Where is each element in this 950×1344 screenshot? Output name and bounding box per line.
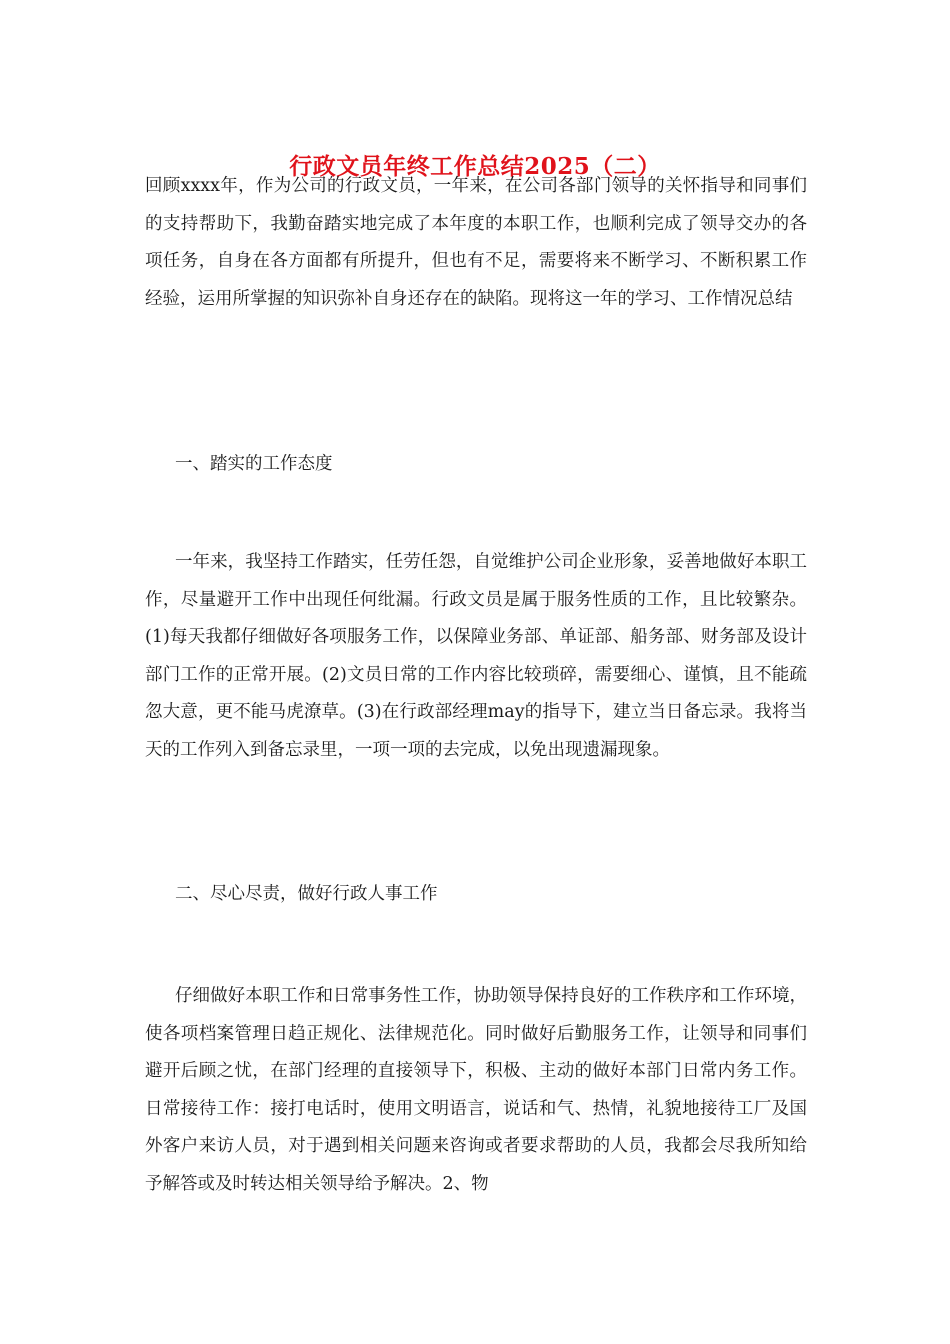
section-2-paragraph: 仔细做好本职工作和日常事务性工作，协助领导保持良好的工作秩序和工作环境，使各项档案管理日趋正规化、法律规范化。同时做好后勤服务工作，让领导和同事们避开后顾之忧，在部门经理的直接领导下，积极、主动的做好本部门日常内务工作。日常接待工作：接打电话时，使用文明语言，说话和气、热情，礼貌地接待工厂及国外客户来访人员，对于遇到相关问题来咨询或者要求帮助的人员，我都会尽我所知给予解答或及时转达相关领导给予解决。2、物 xyxy=(145,986,807,1194)
intro-paragraph: 回顾xxxx年，作为公司的行政文员，一年来，在公司各部门领导的关怀指导和同事们的支持帮助下，我勤奋踏实地完成了本年度的本职工作，也顺利完成了领导交办的各项任务，自身在各方面都有所提升，但也有不足，需要将来不断学习、不断积累工作经验，运用所掌握的知识弥补自身还存在的缺陷。现将这一年的学习、工作情况总结 xyxy=(145,176,807,309)
section-1-paragraph: 一年来，我坚持工作踏实，任劳任怨，自觉维护公司企业形象，妥善地做好本职工作，尽量避开工作中出现任何纰漏。行政文员是属于服务性质的工作，且比较繁杂。(1)每天我都仔细做好各项服务工作，以保障业务部、单证部、船务部、财务部及设计部门工作的正常开展。(2)文员日常的工作内容比较琐碎，需要细心、谨慎，且不能疏忽大意，更不能马虎潦草。(3)在行政部经理may的指导下，建立当日备忘录。我将当天的工作列入到备忘录里，一项一项的去完成，以免出现遗漏现象。 xyxy=(145,552,807,760)
section-1-heading: 一、踏实的工作态度 xyxy=(175,454,333,474)
document-title: 行政文员年终工作总结2025（二） xyxy=(289,153,661,180)
section-2-heading: 二、尽心尽责，做好行政人事工作 xyxy=(175,884,438,904)
